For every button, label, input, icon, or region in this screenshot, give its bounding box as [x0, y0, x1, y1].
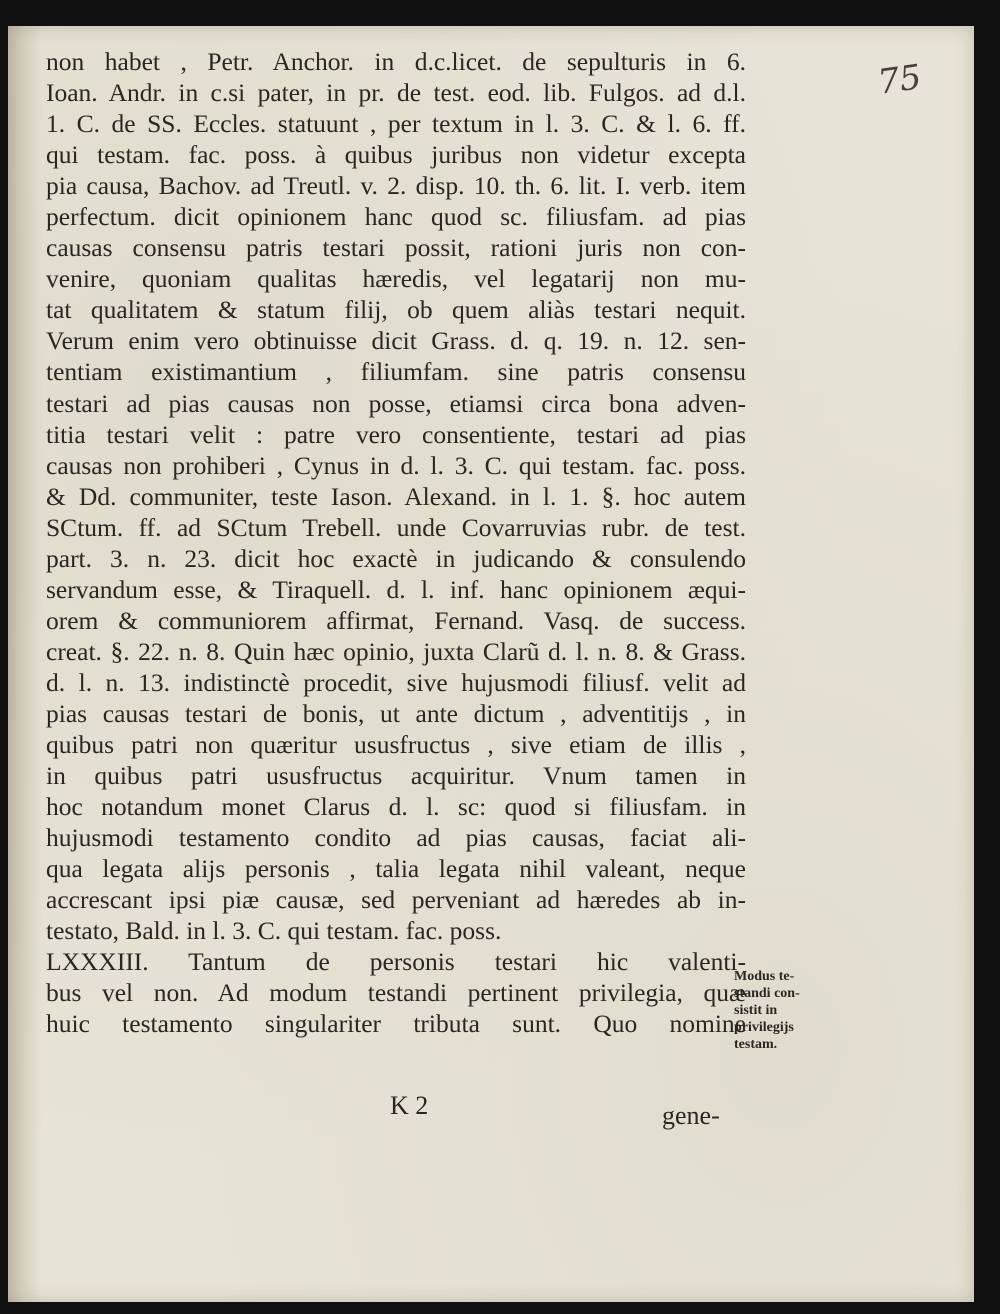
text-line-14: causas non prohiberi , Cynus in d. l. 3. C. qui testam. fac. poss.	[46, 450, 746, 480]
text-line-13: titia testari velit : patre vero consentiente, testari ad pias	[46, 419, 746, 449]
text-line-10: Verum enim vero obtinuisse dicit Grass. d. q. 19. n. 12. sen-	[46, 326, 746, 356]
text-line-1: non habet , Petr. Anchor. in d.c.licet. de sepulturis in 6.	[46, 47, 746, 76]
folio-number: 75	[875, 57, 924, 103]
text-line-12: testari ad pias causas non posse, etiamsi circa bona adven-	[46, 388, 746, 418]
text-line-20: creat. §. 22. n. 8. Quin hæc opinio, juxta Clarũ d. l. n. 8. & Grass.	[46, 636, 746, 666]
text-line-17: part. 3. n. 23. dicit hoc exactè in judicando & consulendo	[46, 543, 746, 573]
text-line-18: servandum esse, & Tiraquell. d. l. inf. hanc opinionem æqui-	[46, 574, 746, 604]
text-line-31: bus vel non. Ad modum testandi pertinent privilegia, quæ	[46, 978, 746, 1008]
text-line-11: tentiam existimantium , filiumfam. sine patris consensu	[46, 357, 746, 387]
text-line-4: qui testam. fac. poss. à quibus juribus non videtur excepta	[46, 140, 746, 170]
book-page	[8, 26, 974, 1302]
text-line-15: & Dd. communiter, teste Iason. Alexand. in l. 1. §. hoc autem	[46, 481, 746, 511]
margin-note-line-2: standi con-	[734, 986, 800, 1001]
text-line-27: qua legata alijs personis , talia legata nihil valeant, neque	[46, 854, 746, 884]
main-text-block	[46, 46, 746, 1040]
text-line-32: huic testamento singulariter tributa sunt. Quo nomine	[46, 1009, 746, 1039]
text-line-9: tat qualitatem & statum filij, ob quem aliàs testari nequit.	[46, 295, 746, 325]
text-line-30: LXXXIII. Tantum de personis testari hic valenti-	[46, 947, 746, 977]
margin-note-line-4: privilegijs	[734, 1020, 794, 1035]
text-line-23: quibus patri non quæritur ususfructus , sive etiam de illis ,	[46, 730, 746, 760]
text-line-16: SCtum. ff. ad SCtum Trebell. unde Covarruvias rubr. de test.	[46, 512, 746, 542]
margin-note-line-1: Modus te-	[734, 969, 795, 984]
page-gutter-shadow	[8, 26, 42, 1302]
text-line-29: testato, Bald. in l. 3. C. qui testam. fac. poss.	[46, 916, 502, 946]
catchword: gene-	[662, 1101, 720, 1130]
text-line-24: in quibus patri ususfructus acquiritur. Vnum tamen in	[46, 761, 746, 791]
text-line-5: pia causa, Bachov. ad Treutl. v. 2. disp. 10. th. 6. lit. I. verb. item	[46, 171, 746, 201]
margin-note-line-5: testam.	[734, 1037, 778, 1052]
text-line-19: orem & communiorem affirmat, Fernand. Vasq. de success.	[46, 605, 746, 635]
text-line-6: perfectum. dicit opinionem hanc quod sc. filiusfam. ad pias	[46, 202, 746, 232]
text-line-2: Ioan. Andr. in c.si pater, in pr. de test. eod. lib. Fulgos. ad d.l.	[46, 78, 746, 108]
margin-note	[734, 968, 844, 1053]
margin-note-line-3: sistit in	[734, 1003, 778, 1018]
text-line-21: d. l. n. 13. indistinctè procedit, sive hujusmodi filiusf. velit ad	[46, 667, 746, 697]
text-line-3: 1. C. de SS. Eccles. statuunt , per textum in l. 3. C. & l. 6. ff.	[46, 109, 746, 139]
text-line-8: venire, quoniam qualitas hæredis, vel legatarij non mu-	[46, 264, 746, 294]
text-line-28: accrescant ipsi piæ causæ, sed perveniant ad hæredes ab in-	[46, 885, 746, 915]
text-line-22: pias causas testari de bonis, ut ante dictum , adventitijs , in	[46, 698, 746, 728]
text-line-26: hujusmodi testamento condito ad pias causas, faciat ali-	[46, 823, 746, 853]
text-line-7: causas consensu patris testari possit, rationi juris non con-	[46, 233, 746, 263]
signature-mark: K 2	[390, 1091, 429, 1120]
text-line-25: hoc notandum monet Clarus d. l. sc: quod si filiusfam. in	[46, 792, 746, 822]
